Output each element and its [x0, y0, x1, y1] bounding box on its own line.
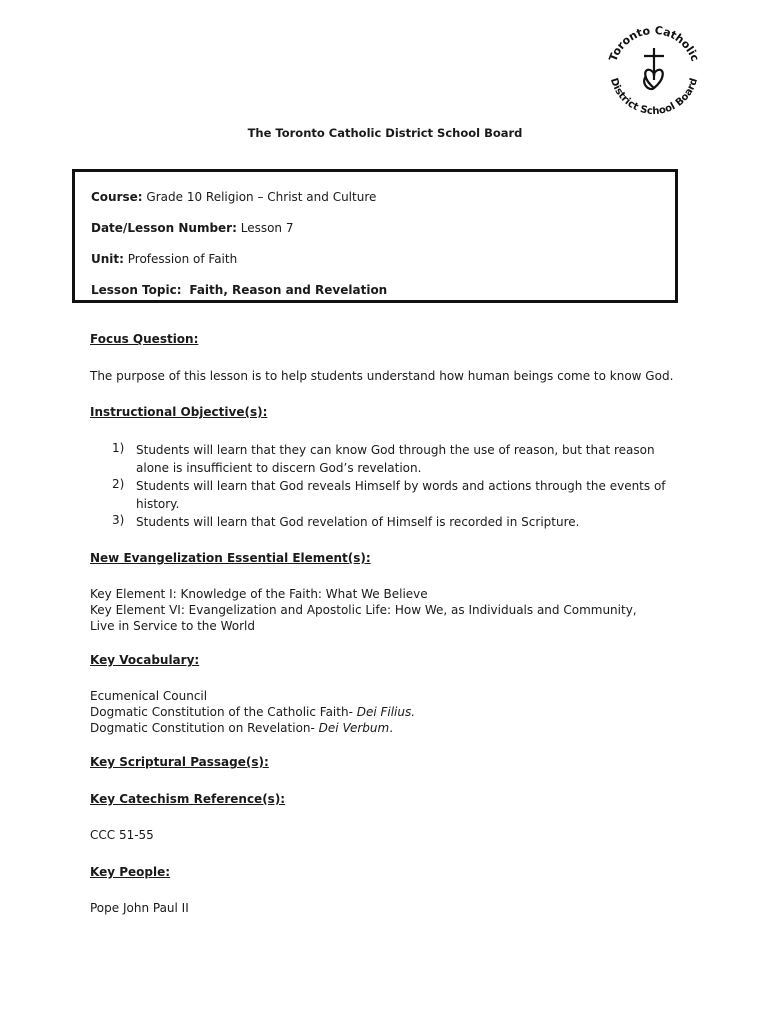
school-board-logo — [600, 14, 708, 122]
lesson-number-value: Lesson 7 — [240, 221, 294, 235]
course-label: Course: — [91, 190, 143, 204]
people-text: Pope John Paul II — [90, 901, 189, 915]
objectives-heading: Instructional Objective(s): — [90, 405, 268, 419]
objective-text: Students will learn that they can know God through the use of reason, but that reason alone is insufficient to discern God’s revelation. — [136, 443, 655, 475]
logo-ring-top: Toronto Catholic — [606, 23, 702, 64]
vocabulary-item: Ecumenical Council — [90, 689, 208, 703]
document-title: The Toronto Catholic District School Board — [247, 126, 523, 140]
course-row — [91, 190, 376, 204]
vocabulary-latin: Dei Verbum — [318, 721, 390, 735]
vocabulary-heading: Key Vocabulary: — [90, 653, 200, 667]
lesson-number-label: Date/Lesson Number: — [91, 221, 237, 235]
vocabulary-term: Dogmatic Constitution of the Catholic Faith- — [90, 705, 357, 719]
objective-number: 1) — [112, 441, 125, 455]
unit-value: Profession of Faith — [127, 252, 238, 266]
vocabulary-item — [90, 721, 393, 735]
objective-text: Students will learn that God revelation of Himself is recorded in Scripture. — [136, 515, 580, 529]
topic-label: Lesson Topic: — [91, 283, 182, 297]
vocabulary-latin: Dei Filius. — [356, 705, 416, 719]
catechism-text: CCC 51-55 — [90, 828, 154, 842]
evangelization-line: Key Element I: Knowledge of the Faith: What We Believe — [90, 587, 428, 601]
vocabulary-term: Dogmatic Constitution on Revelation- — [90, 721, 319, 735]
objective-number: 3) — [112, 513, 125, 527]
focus-heading: Focus Question: — [90, 332, 199, 346]
vocabulary-item — [90, 705, 415, 719]
people-heading: Key People: — [90, 865, 171, 879]
topic-row — [91, 283, 387, 297]
objective-text: Students will learn that God reveals Himself by words and actions through the events of history. — [136, 479, 666, 511]
vocabulary-period: . — [389, 721, 394, 735]
evangelization-line: Key Element VI: Evangelization and Apostolic Life: How We, as Individuals and Community, — [90, 603, 637, 617]
logo-ring-bottom: District School Board — [607, 76, 701, 118]
evangelization-line: Live in Service to the World — [90, 619, 255, 633]
lesson-info-box — [72, 169, 678, 303]
cross-heart-icon — [644, 48, 664, 89]
lesson-number-row — [91, 221, 293, 235]
catechism-heading: Key Catechism Reference(s): — [90, 792, 286, 806]
scripture-heading: Key Scriptural Passage(s): — [90, 755, 269, 769]
topic-value: Faith, Reason and Revelation — [189, 283, 388, 297]
focus-text: The purpose of this lesson is to help students understand how human beings come to know God. — [90, 369, 674, 383]
unit-label: Unit: — [91, 252, 124, 266]
evangelization-heading: New Evangelization Essential Element(s): — [90, 551, 371, 565]
unit-row — [91, 252, 237, 266]
objective-number: 2) — [112, 477, 125, 491]
course-value: Grade 10 Religion – Christ and Culture — [146, 190, 377, 204]
svg-text:District School Board — [608, 77, 700, 117]
